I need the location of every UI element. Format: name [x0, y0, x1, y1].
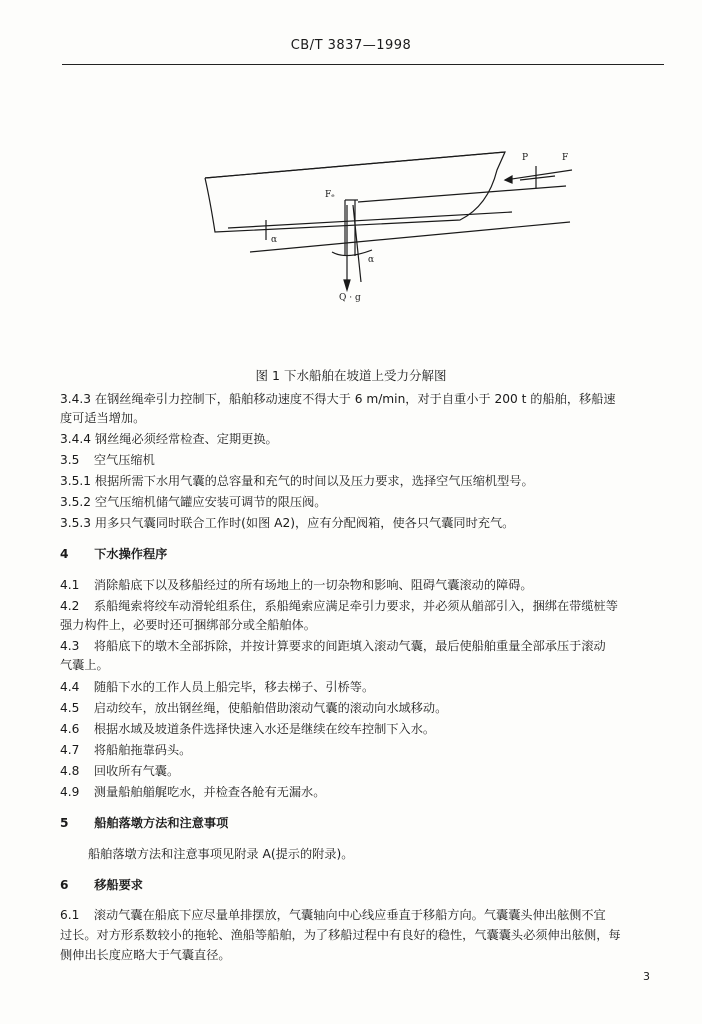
- text-line: 3.5.1 根据所需下水用气囊的总容量和充气的时间以及压力要求，选择空气压缩机型号。: [60, 474, 534, 488]
- figure-caption: 图 1 下水船舶在坡道上受力分解图: [255, 368, 447, 383]
- text-line: 船舶落墩方法和注意事项见附录 A(提示的附录)。: [88, 847, 354, 861]
- component-arrow: [353, 205, 361, 282]
- section-heading-4: 4 下水操作程序: [60, 547, 168, 561]
- text-line: 度可适当增加。: [60, 411, 146, 425]
- text-line: 3.5 空气压缩机: [60, 453, 155, 467]
- label-fc: Fₑ: [325, 190, 335, 200]
- text-line: 3.5.2 空气压缩机储气罐应安装可调节的限压阀。: [60, 495, 327, 509]
- force-diagram-figure: [0, 0, 702, 360]
- text-line: 3.4.4 钢丝绳必须经常检查、定期更换。: [60, 432, 278, 446]
- parallel-line-lower: [228, 212, 512, 228]
- slipway-line: [250, 222, 570, 252]
- section-heading-6: 6 移船要求: [60, 878, 143, 892]
- text-line: 4.3 将船底下的墩木全部拆除，并按计算要求的间距填入滚动气囊，最后使船舶重量全部承压于滚动: [60, 639, 606, 653]
- text-line: 4.1 消除船底下以及移船经过的所有场地上的一切杂物和影响、阻碍气囊滚动的障碍。: [60, 578, 533, 592]
- alpha-arc-lower: [332, 250, 372, 256]
- text-line: 过长。对方形系数较小的拖轮、渔船等船舶，为了移船过程中有良好的稳性，气囊囊头必须伸出舷侧，每: [60, 928, 621, 942]
- text-line: 4.4 随船下水的工作人员上船完毕，移去梯子、引桥等。: [60, 680, 375, 694]
- text-line: 3.5.3 用多只气囊同时联合工作时(如图 A2)，应有分配阀箱，使各只气囊同时充气。: [60, 516, 515, 530]
- text-line: 4.6 根据水域及坡道条件选择快速入水还是继续在绞车控制下入水。: [60, 722, 436, 736]
- label-p: P: [522, 153, 529, 163]
- text-line: 3.4.3 在钢丝绳牵引力控制下，船舶移动速度不得大于 6 m/min，对于自重小于 200 t 的船舶，移船速: [60, 392, 616, 406]
- text-line: 侧伸出长度应略大于气囊直径。: [60, 948, 231, 962]
- force-f-arrow: [505, 170, 572, 180]
- label-alpha-left: α: [271, 235, 278, 245]
- label-f: F: [562, 153, 569, 163]
- text-line: 强力构件上，必要时还可捆绑部分或全船舶体。: [60, 618, 316, 632]
- text-line: 气囊上。: [60, 658, 109, 672]
- text-line: 4.9 测量船舶艏艉吃水，并检查各舱有无漏水。: [60, 785, 326, 799]
- standard-code-header: CB/T 3837—1998: [290, 38, 412, 53]
- text-line: 4.5 启动绞车，放出钢丝绳，使船舶借助滚动气囊的滚动向水域移动。: [60, 701, 448, 715]
- deck-line: [205, 152, 505, 178]
- label-alpha-right: α: [368, 255, 375, 265]
- section-heading-5: 5 船舶落墩方法和注意事项: [60, 816, 229, 830]
- text-line: 4.7 将船舶拖靠码头。: [60, 743, 192, 757]
- page-number: 3: [643, 970, 650, 983]
- text-line: 6.1 滚动气囊在船底下应尽量单排摆放，气囊轴向中心线应垂直于移船方向。气囊囊头伸出舷侧不宜: [60, 908, 606, 922]
- parallel-line-upper: [358, 186, 566, 202]
- label-qg: Q · g: [339, 293, 361, 303]
- text-line: 4.2 系船绳索将绞车动滑轮组系住，系船绳索应满足牵引力要求，并必须从艏部引入，捆绑在带缆桩等: [60, 599, 618, 613]
- text-line: 4.8 回收所有气囊。: [60, 764, 180, 778]
